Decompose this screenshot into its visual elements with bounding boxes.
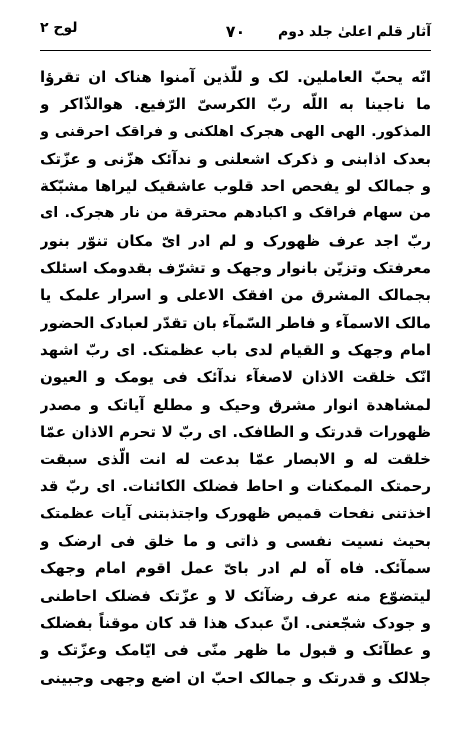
text-line: رحمتک الممکنات و احاط فضلک الکائنات. ای ربّ قد <box>40 477 431 496</box>
text-line: بعدک اذابنی و ذکرک اشعلنی و ندآئک هزّنی و عزّتک <box>40 149 431 168</box>
text-line: لیتضوّع منه عرف رضآئک لا و عزّتک فضلک احاطنی <box>40 586 431 605</box>
tablet-label: لوح ۲ <box>40 20 78 36</box>
text-line: معرفتک وتزیّن بانوار وجهک و تشرّف بقدومک اسئلک <box>40 259 431 278</box>
text-line: ما ناجینا به اللّه ربّ الکرسیّ الرّفیع. هوالذّاکر و <box>40 95 431 114</box>
text-line: اخذتنی نفحات قمیص ظهورک واجتذبتنی آیات عظمتک <box>40 505 431 522</box>
text-line: لمشاهدة انوار مشرق وحیک و مطلع آیاتک و مصدر <box>40 395 431 414</box>
text-line: انّه یحبّ العاملین. لک و للّذین آمنوا هناک ان تقرؤا <box>40 68 431 86</box>
text-line: و جودک شجّعنی. انّ عبدک هذا قد کان موقناً بفضلک <box>40 613 431 632</box>
text-line: و جمالک لو یفحص احد قلوب عاشقیک لیراها مشبّکة <box>40 177 431 196</box>
header-rule <box>40 50 431 51</box>
text-line: من سهام فراقک و اکبادهم محترقة من نار هجرک. ای <box>40 205 431 222</box>
text-line: بجمالک المشرق من افقک الاعلی و اسرار علمک یا <box>40 286 431 305</box>
text-line: امام وجهک و القیام لدی باب عظمتک. ای ربّ اشهد <box>40 340 431 359</box>
text-line: انّک خلقت الاذان لاصغآء ندآئک فی یومک و العیون <box>40 368 431 387</box>
book-title: آثار قلم اعلیٰ جلد دوم <box>277 24 431 40</box>
text-line: ظهورات قدرتک و الطافک. ای ربّ لا تحرم الاذان عمّا <box>40 422 431 441</box>
text-line: سمآئک. فاه آه لم ادر بایّ عمل اقوم امام وجهک <box>40 559 431 578</box>
text-line: مالک الاسمآء و فاطر السّمآء بان تقدّر لعبادک الحضور <box>40 313 431 332</box>
text-line: المذکور. الهی الهی هجرک اهلکنی و فراقک احرقنی و <box>40 123 431 140</box>
body-text <box>40 64 431 692</box>
text-line: ربّ اجد عرف ظهورک و لم ادر ایّ مکان تنوّر بنور <box>40 231 431 250</box>
page-header <box>40 18 431 48</box>
text-line: بحیث نسیت نفسی و ذاتی و ما خلق فی ارضک و <box>40 532 431 551</box>
page-number: ۷۰ <box>225 22 246 41</box>
text-line: خلقت له و الابصار عمّا بدعت له انت الّذی سبقت <box>40 450 431 469</box>
text-line: جلالک و قدرتک و جمالک احبّ ان اضع وجهی وجبینی <box>40 668 431 687</box>
text-line: و عطآئک و قبول ما ظهر منّی فی ایّامک وعزّتک و <box>40 641 431 660</box>
